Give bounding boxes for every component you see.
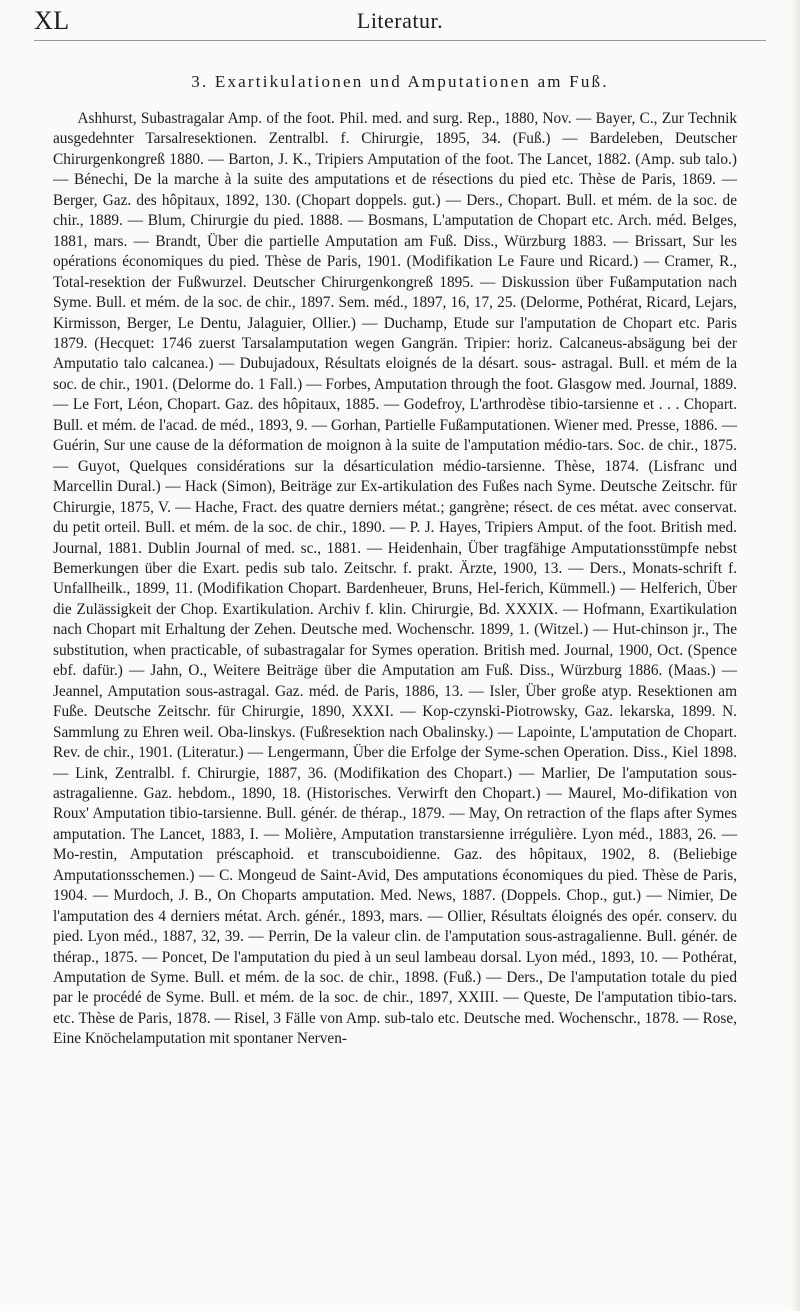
running-head [34, 6, 766, 40]
page-number: XL [34, 6, 70, 35]
running-title: Literatur. [356, 8, 444, 33]
page-edge-shading [791, 0, 800, 1311]
header-rule [34, 40, 766, 41]
bibliography-paragraph: Ashhurst, Subastragalar Amp. of the foot. Phil. med. and surg. Rep., 1880, Nov. — Bayer, C., Zur Technik ausgedehnter Tarsalresektionen. Zentralbl. f. Chirurgie, 1895, 34. (Fuß.) — Bardeleben, Deutscher Chirurgenkongreß 1880. — Barton, J. K., Tripiers Amputation of the foot. The Lancet, 1882. (Amp. sub talo.) — Bénechi, De la marche à la suite des amputations et de résections du pied etc. Thèse de Paris, 1869. — Berger, Gaz. des hôpitaux, 1892, 130. (Chopart doppels. gut.) — Ders., Chopart. Bull. et mém. de la soc. de chir., 1889. — Blum, Chirurgie du pied. 1888. — Bosmans, L'amputation de Chopart etc. Arch. méd. Belges, 1881, mars. — Brandt, Über die partielle Amputation am Fuß. Diss., Würzburg 1883. — Brissart, Sur les opérations économiques du pied. Thèse de Paris, 1901. (Modifikation Le Faure und Ricard.) — Cramer, R., Total-resektion der Fußwurzel. Deutscher Chirurgenkongreß 1895. — Diskussion über Fußamputation nach Syme. Bull. et mém. de la soc. de chir., 1897. Sem. méd., 1897, 16, 17, 25. (Delorme, Pothérat, Ricard, Lejars, Kirmisson, Berger, Le Dentu, Jalaguier, Ollier.) — Duchamp, Etude sur l'amputation de Chopart etc. Paris 1879. (Hecquet: 1746 zuerst Tarsalamputation wegen Gangrän. Tripier: horiz. Calcaneus-absägung bei der Amputatio talo calcanea.) — Dubujadoux, Résultats eloignés de la désart. sous- astragal. Bull. et mém de la soc. de chir., 1901. (Delorme do. 1 Fall.) — Forbes, Amputation through the foot. Glasgow med. Journal, 1889. — Le Fort, Léon, Chopart. Gaz. des hôpitaux, 1885. — Godefroy, L'arthrodèse tibio-tarsienne et . . . Chopart. Bull. et mém. de l'acad. de méd., 1893, 9. — Gorhan, Partielle Fußamputationen. Wiener med. Presse, 1886. — Guérin, Sur une cause de la déformation de moignon à la suite de l'amputation médio-tars. Soc. de chir., 1875. — Guyot, Quelques considérations sur la désarticulation médio-tarsienne. Thèse, 1874. (Lisfranc und Marcellin Dural.) — Hack (Simon), Beiträge zur Ex-artikulation des Fußes nach Syme. Deutsche Zeitschr. für Chirurgie, 1875, V. — Hache, Fract. des quatre derniers métat.; gangrène; résect. de ces métat. avec conservat. du petit orteil. Bull. et mém. de la soc. de chir., 1890. — P. J. Hayes, Tripiers Amput. of the foot. British med. Journal, 1881. Dublin Journal of med. sc., 1881. — Heidenhain, Über tragfähige Amputationsstümpfe nebst Bemerkungen über die Exart. pedis sub talo. Zeitschr. f. prakt. Ärzte, 1900, 13. — Ders., Monats-schrift f. Unfallheilk., 1899, 11. (Modifikation Chopart. Bardenheuer, Bruns, Hel-ferich, Kümmell.) — Helferich, Über die Zulässigkeit der Chop. Exartikulation. Archiv f. klin. Chirurgie, Bd. XXXIX. — Hofmann, Exartikulation nach Chopart mit Erhaltung der Zehen. Deutsche med. Wochenschr. 1899, 1. (Witzel.) — Hut-chinson jr., The substitution, when practicable, of subastragalar for Symes operation. British med. Journal, 1900, Oct. (Spence ebf. dafür.) — Jahn, O., Weitere Beiträge über die Amputation am Fuß. Diss., Würzburg 1886. (Maas.) — Jeannel, Amputation sous-astragal. Gaz. méd. de Paris, 1886, 13. — Isler, Über große atyp. Resektionen am Fuße. Deutsche Zeitschr. für Chirurgie, 1890, XXXI. — Kop-czynski-Piotrowsky, Gaz. lekarska, 1899. N. Sammlung zu Ehren weil. Oba-linskys. (Fußresektion nach Obalinsky.) — Lapointe, L'amputation de Chopart. Rev. de chir., 1901. (Literatur.) — Lengermann, Über die Erfolge der Syme-schen Operation. Diss., Kiel 1898. — Link, Zentralbl. f. Chirurgie, 1887, 36. (Modifikation des Chopart.) — Marlier, De l'amputation sous-astragalienne. Gaz. hebdom., 1890, 18. (Historisches. Verwirft den Chopart.) — Maurel, Mo-difikation von Roux' Amputation tibio-tarsienne. Bull. génér. de thérap., 1879. — May, On retraction of the flaps after Symes amputation. The Lancet, 1883, I. — Molière, Amputation transtarsienne irrégulière. Lyon méd., 1883, 26. — Mo-restin, Amputation préscaphoid. et transcuboidienne. Gaz. des hôpitaux, 1902, 8. (Beliebige Amputationsschemen.) — C. Mongeud de Saint-Avid, Des amputations économiques du pied. Thèse de Paris, 1904. — Murdoch, J. B., On Choparts amputation. Med. News, 1887. (Doppels. Chop., gut.) — Nimier, De l'amputation des 4 derniers métat. Arch. génér., 1893, mars. — Ollier, Résultats éloignés des opér. conserv. du pied. Lyon méd., 1887, 32, 39. — Perrin, De la valeur clin. de l'amputation sous-astragalienne. Bull. génér. de thérap., 1875. — Poncet, De l'amputation du pied à un seul lambeau dorsal. Lyon méd., 1893, 10. — Pothérat, Amputation de Syme. Bull. et mém. de la soc. de chir., 1898. (Fuß.) — Ders., De l'amputation totale du pied par le procédé de Syme. Bull. et mém. de la soc. de chir., 1897, XXIII. — Queste, De l'amputation tibio-tars. etc. Thèse de Paris, 1878. — Risel, 3 Fälle von Amp. sub-talo etc. Deutsche med. Wochenschr., 1878. — Rose, Eine Knöchelamputation mit spontaner Nerven- [53, 110, 737, 1048]
section-title: 3. Exartikulationen und Amputationen am Fuß. [191, 72, 609, 91]
